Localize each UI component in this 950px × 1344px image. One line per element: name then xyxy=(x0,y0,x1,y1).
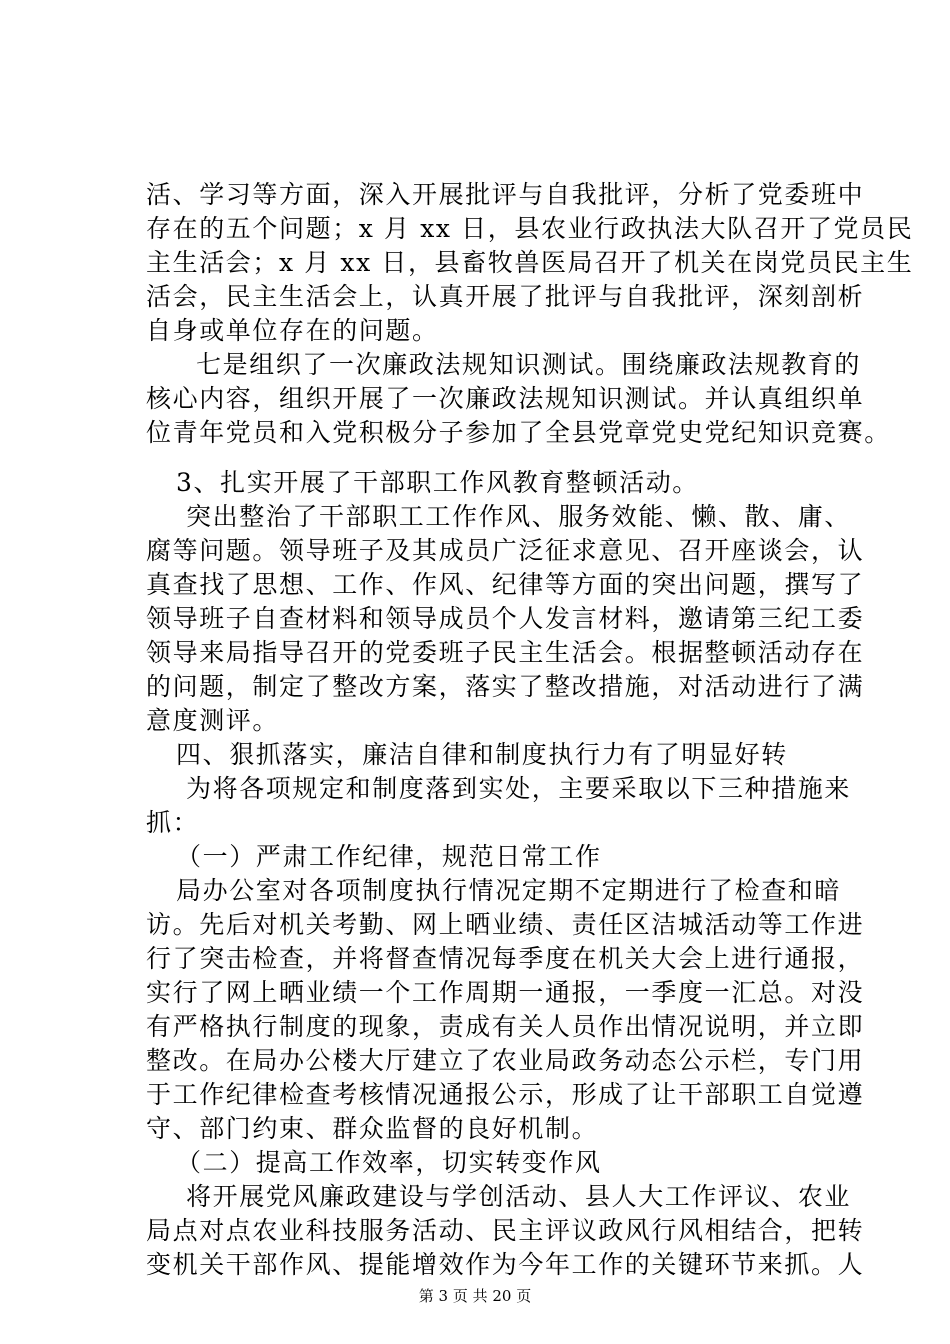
paragraph-line: 抓： xyxy=(146,808,200,837)
paragraph-line: 活会，民主生活会上，认真开展了批评与自我批评，深刻剖析 xyxy=(146,282,865,311)
paragraph-line: 七是组织了一次廉政法规知识测试。围绕廉政法规教育的 xyxy=(196,350,862,379)
paragraph-line: 领导班子自查材料和领导成员个人发言材料，邀请第三纪工委 xyxy=(146,604,865,633)
paragraph-line: 主生活会；x 月 xx 日，县畜牧兽医局召开了机关在岗党员民主生 xyxy=(146,248,914,277)
paragraph-line: 位青年党员和入党积极分子参加了全县党章党史党纪知识竞赛。 xyxy=(146,418,891,447)
page-number-footer: 第 3 页 共 20 页 xyxy=(418,1287,532,1305)
paragraph-line: 核心内容，组织开展了一次廉政法规知识测试。并认真组织单 xyxy=(146,384,865,413)
paragraph-line: 的问题，制定了整改方案，落实了整改措施，对活动进行了满 xyxy=(146,672,865,701)
paragraph-line: 存在的五个问题；x 月 xx 日，县农业行政执法大队召开了党员民 xyxy=(146,214,914,243)
paragraph-line: 自身或单位存在的问题。 xyxy=(146,316,439,345)
subsection-heading: （二）提高工作效率，切实转变作风 xyxy=(176,1148,602,1177)
section-heading: 3、扎实开展了干部职工作风教育整顿活动。 xyxy=(176,468,699,497)
paragraph-line: 为将各项规定和制度落到实处，主要采取以下三种措施来 xyxy=(186,774,852,803)
paragraph-line: 将开展党风廉政建设与学创活动、县人大工作评议、农业 xyxy=(186,1182,852,1211)
paragraph-line: 有严格执行制度的现象，责成有关人员作出情况说明，并立即 xyxy=(146,1012,865,1041)
paragraph-line: 行了突击检查，并将督查情况每季度在机关大会上进行通报， xyxy=(146,944,865,973)
paragraph-line: 局办公室对各项制度执行情况定期不定期进行了检查和暗 xyxy=(176,876,842,905)
paragraph-line: 守、部门约束、群众监督的良好机制。 xyxy=(146,1114,599,1143)
paragraph-line: 整改。在局办公楼大厅建立了农业局政务动态公示栏，专门用 xyxy=(146,1046,865,1075)
section-heading: 四、狠抓落实，廉洁自律和制度执行力有了明显好转 xyxy=(176,740,788,769)
paragraph-line: 于工作纪律检查考核情况通报公示，形成了让干部职工自觉遵 xyxy=(146,1080,865,1109)
paragraph-line: 腐等问题。领导班子及其成员广泛征求意见、召开座谈会，认 xyxy=(146,536,865,565)
paragraph-line: 突出整治了干部职工工作作风、服务效能、懒、散、庸、 xyxy=(186,502,852,531)
paragraph-line: 真查找了思想、工作、作风、纪律等方面的突出问题，撰写了 xyxy=(146,570,865,599)
paragraph-line: 局点对点农业科技服务活动、民主评议政风行风相结合，把转 xyxy=(146,1216,865,1245)
paragraph-line: 访。先后对机关考勤、网上晒业绩、责任区洁城活动等工作进 xyxy=(146,910,865,939)
paragraph-line: 活、学习等方面，深入开展批评与自我批评，分析了党委班中 xyxy=(146,180,865,209)
subsection-heading: （一）严肃工作纪律，规范日常工作 xyxy=(176,842,602,871)
paragraph-line: 领导来局指导召开的党委班子民主生活会。根据整顿活动存在 xyxy=(146,638,865,667)
paragraph-line: 实行了网上晒业绩一个工作周期一通报，一季度一汇总。对没 xyxy=(146,978,865,1007)
paragraph-line: 变机关干部作风、提能增效作为今年工作的关键环节来抓。人 xyxy=(146,1250,865,1279)
paragraph-line: 意度测评。 xyxy=(146,706,280,735)
